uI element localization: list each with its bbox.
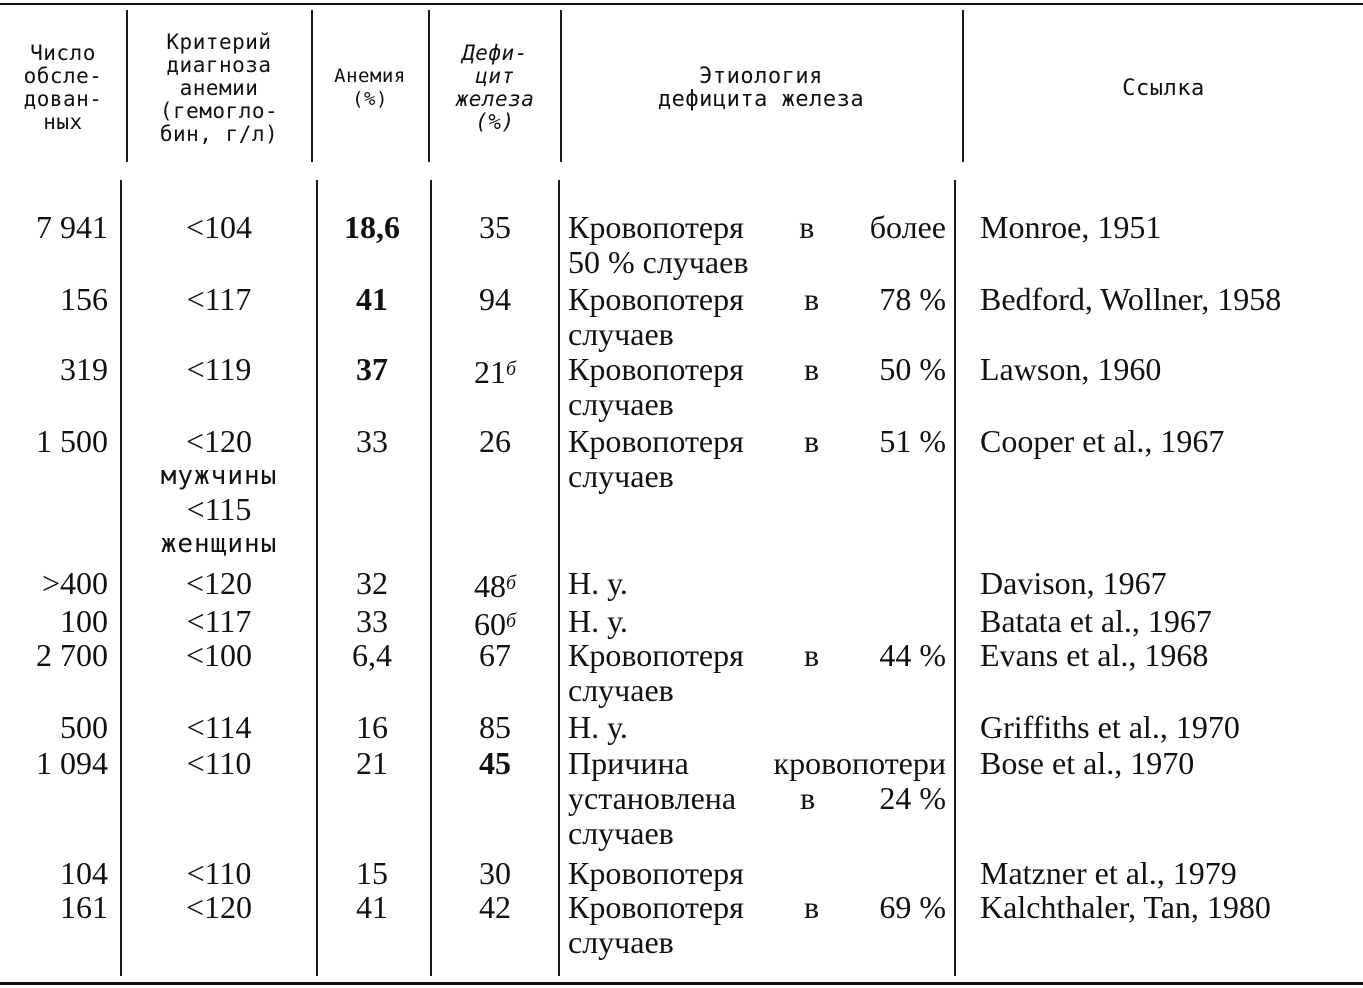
header-n: Число обсле- дован- ных [23, 41, 103, 134]
cell-reference: Monroe, 1951 [980, 209, 1162, 245]
footnote-marker: б [505, 610, 517, 632]
criterion-threshold: <110 [186, 855, 252, 891]
etiology-word: Н. у. [568, 565, 628, 601]
cell-examined-count: 7 941 [36, 209, 108, 245]
criterion-threshold: <117 [186, 603, 252, 639]
etiology-word: случаев [568, 672, 674, 708]
cell-etiology [568, 352, 946, 422]
cell-reference: Batata et al., 1967 [980, 603, 1212, 639]
footnote-marker: б [505, 572, 517, 594]
etiology-word: 51 % [879, 423, 946, 459]
cell-criterion [128, 604, 310, 639]
cell-iron-deficiency-percent [432, 856, 558, 891]
iron-deficiency-value: 94 [479, 281, 511, 317]
cell-iron-deficiency-percent [432, 638, 558, 673]
criterion-group-label: мужчины [160, 461, 278, 491]
cell-criterion [128, 210, 310, 245]
cell-anemia-percent: 18,6 [344, 209, 400, 245]
cell-examined-count: 161 [60, 889, 108, 925]
cell-examined-count: 104 [60, 855, 108, 891]
etiology-line [568, 781, 946, 816]
cell-etiology [568, 210, 946, 280]
cell-examined-count: 319 [60, 351, 108, 387]
cell-anemia-percent: 32 [356, 565, 388, 601]
iron-deficiency-value: 35 [479, 209, 511, 245]
cell-criterion [128, 856, 310, 891]
etiology-word: более [869, 209, 946, 245]
cell-anemia-percent: 37 [356, 351, 388, 387]
cell-etiology [568, 710, 946, 745]
etiology-line [568, 387, 946, 422]
cell-anemia-percent: 41 [356, 281, 388, 317]
etiology-word: в [804, 423, 820, 459]
cell-etiology [568, 424, 946, 494]
etiology-word: 50 % [879, 351, 946, 387]
cell-anemia-percent: 15 [356, 855, 388, 891]
cell-iron-deficiency-percent [432, 746, 558, 781]
cell-reference: Kalchthaler, Tan, 1980 [980, 889, 1271, 925]
criterion-threshold: <110 [186, 745, 252, 781]
cell-anemia-percent: 33 [356, 423, 388, 459]
etiology-word: Кровопотеря [568, 281, 744, 317]
cell-anemia-percent: 33 [356, 603, 388, 639]
cell-reference: Griffiths et al., 1970 [980, 709, 1240, 745]
footnote-marker: б [505, 358, 517, 380]
cell-etiology [568, 638, 946, 708]
etiology-line [568, 282, 946, 317]
etiology-word: Кровопотеря [568, 209, 744, 245]
etiology-word: в [804, 281, 820, 317]
cell-anemia-percent: 41 [356, 889, 388, 925]
etiology-word: Кровопотеря [568, 855, 744, 891]
header-iron-deficiency: Дефи- цит железа (%) [455, 41, 535, 134]
criterion-threshold: <117 [186, 281, 252, 317]
etiology-line [568, 459, 946, 494]
header-anemia: Анемия (%) [334, 65, 406, 110]
iron-deficiency-value: 48 [473, 568, 506, 604]
iron-deficiency-value: 60 [473, 606, 506, 642]
etiology-line [568, 816, 946, 851]
cell-etiology [568, 604, 946, 639]
body-divider-1 [120, 180, 122, 976]
etiology-line [568, 317, 946, 352]
etiology-word: в [800, 780, 816, 816]
iron-deficiency-value: 85 [479, 709, 511, 745]
cell-criterion [128, 352, 310, 387]
etiology-line [568, 245, 946, 280]
cell-anemia-percent: 16 [356, 709, 388, 745]
etiology-word: 69 % [879, 889, 946, 925]
cell-reference: Evans et al., 1968 [980, 637, 1209, 673]
cell-examined-count: >400 [41, 565, 108, 601]
body-divider-5 [954, 180, 956, 976]
criterion-threshold: <104 [185, 209, 253, 245]
etiology-word: установлена [568, 780, 737, 816]
etiology-line [568, 352, 946, 387]
cell-reference: Bose et al., 1970 [980, 745, 1195, 781]
cell-reference: Bedford, Wollner, 1958 [980, 281, 1282, 317]
etiology-word: 44 % [879, 637, 946, 673]
cell-examined-count: 100 [60, 603, 108, 639]
etiology-word: 78 % [879, 281, 946, 317]
cell-reference: Cooper et al., 1967 [980, 423, 1225, 459]
etiology-word: в [804, 351, 820, 387]
iron-deficiency-value: 30 [479, 855, 511, 891]
table-bottom-rule [0, 982, 1363, 985]
iron-deficiency-value: 26 [479, 423, 511, 459]
criterion-threshold: <120 [185, 423, 253, 459]
header-reference: Ссылка [1122, 75, 1205, 101]
etiology-word: Кровопотеря [568, 889, 744, 925]
header-criterion: Критерий диагноза анемии (гемогло- бин, г/л) [159, 29, 279, 146]
etiology-word: Кровопотеря [568, 637, 744, 673]
etiology-word: 50 % случаев [568, 244, 749, 280]
etiology-line [568, 566, 946, 601]
etiology-line [568, 710, 946, 745]
cell-iron-deficiency-percent [432, 352, 558, 390]
etiology-word: Причина [568, 745, 689, 781]
criterion-threshold: <120 [185, 565, 253, 601]
cell-criterion [128, 282, 310, 317]
cell-etiology [568, 282, 946, 352]
etiology-word: случаев [568, 815, 674, 851]
cell-iron-deficiency-percent [432, 710, 558, 745]
etiology-word: в [804, 637, 820, 673]
cell-criterion [128, 566, 310, 601]
criterion-threshold: <120 [185, 889, 253, 925]
cell-anemia-percent: 21 [356, 745, 388, 781]
cell-iron-deficiency-percent [432, 282, 558, 317]
iron-deficiency-value: 42 [479, 889, 511, 925]
cell-examined-count: 2 700 [36, 637, 108, 673]
etiology-line [568, 856, 946, 891]
cell-criterion [128, 890, 310, 925]
cell-examined-count: 500 [60, 709, 108, 745]
etiology-word: случаев [568, 316, 674, 352]
criterion-threshold: <115 [186, 491, 252, 527]
etiology-word: кровопотери [773, 745, 946, 781]
cell-iron-deficiency-percent [432, 566, 558, 604]
header-etiology: Этиология дефицита железа [657, 64, 865, 112]
etiology-line [568, 673, 946, 708]
etiology-line [568, 210, 946, 245]
etiology-word: Кровопотеря [568, 423, 744, 459]
etiology-line [568, 604, 946, 639]
cell-reference: Matzner et al., 1979 [980, 855, 1237, 891]
cell-etiology [568, 856, 946, 891]
cell-etiology [568, 566, 946, 601]
cell-criterion [128, 638, 310, 673]
cell-iron-deficiency-percent [432, 424, 558, 459]
criterion-threshold: <100 [185, 637, 253, 673]
cell-criterion [128, 710, 310, 745]
cell-reference: Davison, 1967 [980, 565, 1167, 601]
etiology-line [568, 925, 946, 960]
cell-anemia-percent: 6,4 [352, 637, 392, 673]
iron-deficiency-value: 21 [473, 354, 506, 390]
etiology-line [568, 424, 946, 459]
cell-etiology [568, 746, 946, 851]
cell-iron-deficiency-percent [432, 210, 558, 245]
cell-criterion [128, 424, 310, 560]
cell-examined-count: 1 500 [36, 423, 108, 459]
etiology-line [568, 890, 946, 925]
etiology-word: 24 % [879, 780, 946, 816]
etiology-word: Кровопотеря [568, 351, 744, 387]
etiology-word: Н. у. [568, 709, 628, 745]
cell-examined-count: 156 [60, 281, 108, 317]
etiology-word: Н. у. [568, 603, 628, 639]
etiology-word: в [804, 889, 820, 925]
body-divider-4 [558, 180, 560, 976]
table-top-rule [0, 3, 1363, 5]
etiology-line [568, 638, 946, 673]
etiology-word: случаев [568, 924, 674, 960]
criterion-group-label: женщины [160, 529, 278, 559]
etiology-word: случаев [568, 458, 674, 494]
cell-reference: Lawson, 1960 [980, 351, 1162, 387]
iron-deficiency-value: 45 [479, 745, 511, 781]
criterion-threshold: <114 [186, 709, 252, 745]
etiology-word: в [799, 209, 815, 245]
cell-examined-count: 1 094 [36, 745, 108, 781]
etiology-word: случаев [568, 386, 674, 422]
etiology-line [568, 746, 946, 781]
cell-criterion [128, 746, 310, 781]
cell-iron-deficiency-percent [432, 890, 558, 925]
criterion-threshold: <119 [186, 351, 252, 387]
iron-deficiency-value: 67 [479, 637, 511, 673]
cell-etiology [568, 890, 946, 960]
